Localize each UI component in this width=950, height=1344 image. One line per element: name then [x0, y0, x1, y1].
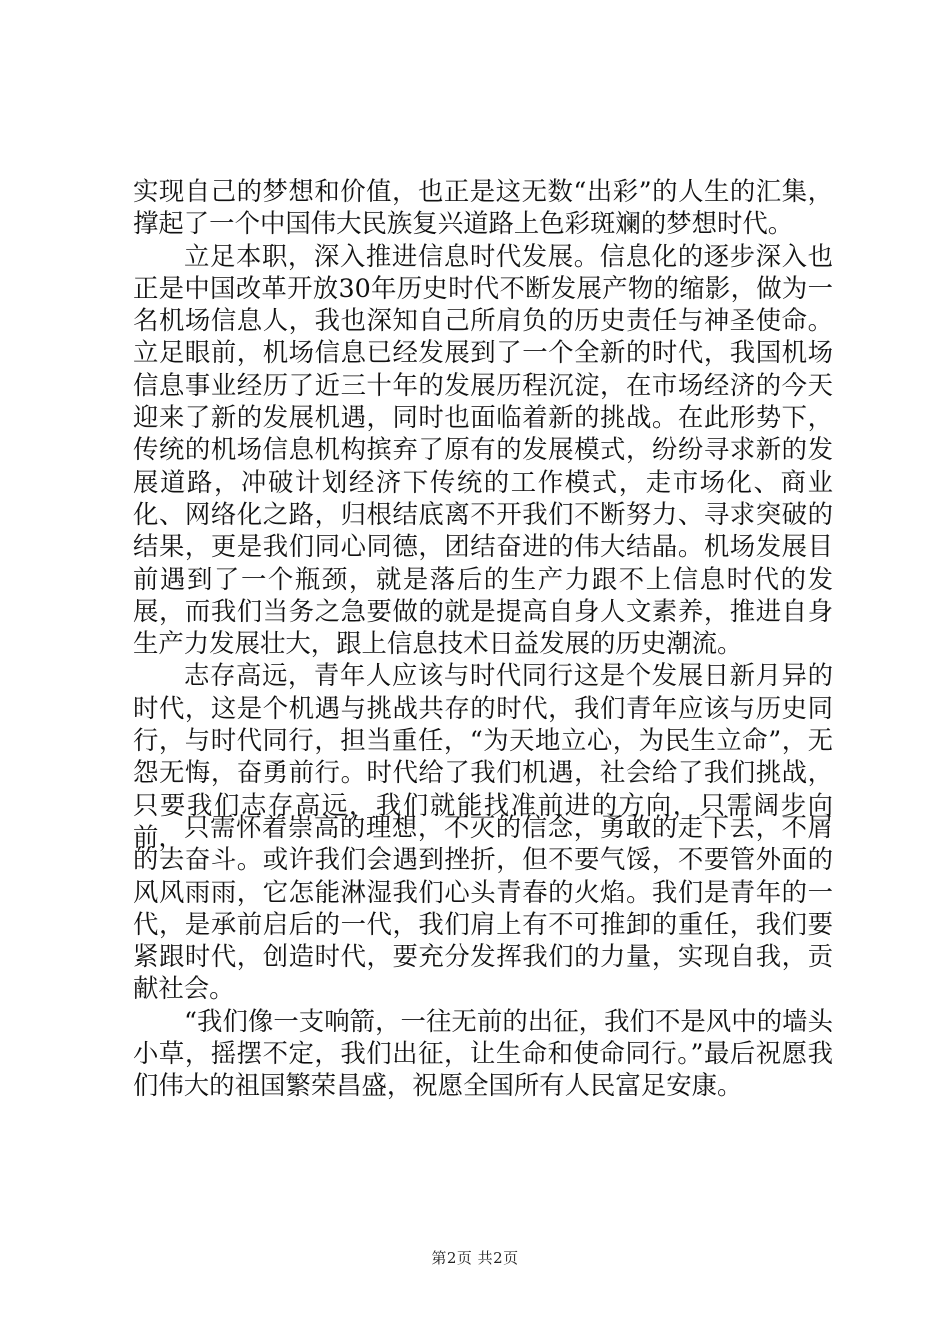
paragraph-2: 立足本职，深入推进信息时代发展。信息化的逐步深入也正是中国改革开放30年历史时代不断发展产物的缩影，做为一名机场信息人，我也深知自己所肩负的历史责任与神圣使命。立足眼前，机场信息已经发展到了一个全新的时代，我国机场信息事业经历了近三十年的发展历程沉淀，在市场经济的今天迎来了新的发展机遇，同时也面临着新的挑战。在此形势下，传统的机场信息机构摈弃了原有的发展模式，纷纷寻求新的发展道路，冲破计划经济下传统的工作模式，走市场化、商业化、网络化之路，归根结底离不开我们不断努力、寻求突破的结果，更是我们同心同德，团结奋进的伟大结晶。机场发展目前遇到了一个瓶颈，就是落后的生产力跟不上信息时代的发展，而我们当务之急要做的就是提高自身人文素养，推进自身生产力发展壮大，跟上信息技术日益发展的历史潮流。 [133, 240, 833, 659]
body-text-block-2 [133, 811, 833, 1102]
paragraph-5: “我们像一支响箭，一往无前的出征，我们不是风中的墙头小草，摇摆不定，我们出征，让生命和使命同行。”最后祝愿我们伟大的祖国繁荣昌盛，祝愿全国所有人民富足安康。 [133, 1005, 833, 1101]
body-text-block-1 [133, 175, 833, 853]
paragraph-1: 实现自己的梦想和价值，也正是这无数“出彩”的人生的汇集，撑起了一个中国伟大民族复兴道路上色彩斑斓的梦想时代。 [133, 176, 833, 239]
page-footer: 第2页 共2页 [431, 1249, 519, 1267]
paragraph-4: 只需怀着崇高的理想，不灭的信念，勇敢的走下去，不屑的去奋斗。或许我们会遇到挫折，但不要气馁，不要管外面的风风雨雨，它怎能淋湿我们心头青春的火焰。我们是青年的一代，是承前启后的一代，我们肩上有不可推卸的重任，我们要紧跟时代，创造时代，要充分发挥我们的力量，实现自我，贡献社会。 [133, 812, 833, 1004]
paragraph-3: 志存高远，青年人应该与时代同行这是个发展日新月异的时代，这是个机遇与挑战共存的时代，我们青年应该与历史同行，与时代同行，担当重任，“为天地立心，为民生立命”，无怨无悔，奋勇前行。时代给了我们机遇，社会给了我们挑战，只要我们志存高远，我们就能找准前进的方向，只需阔步向前， [133, 660, 833, 852]
